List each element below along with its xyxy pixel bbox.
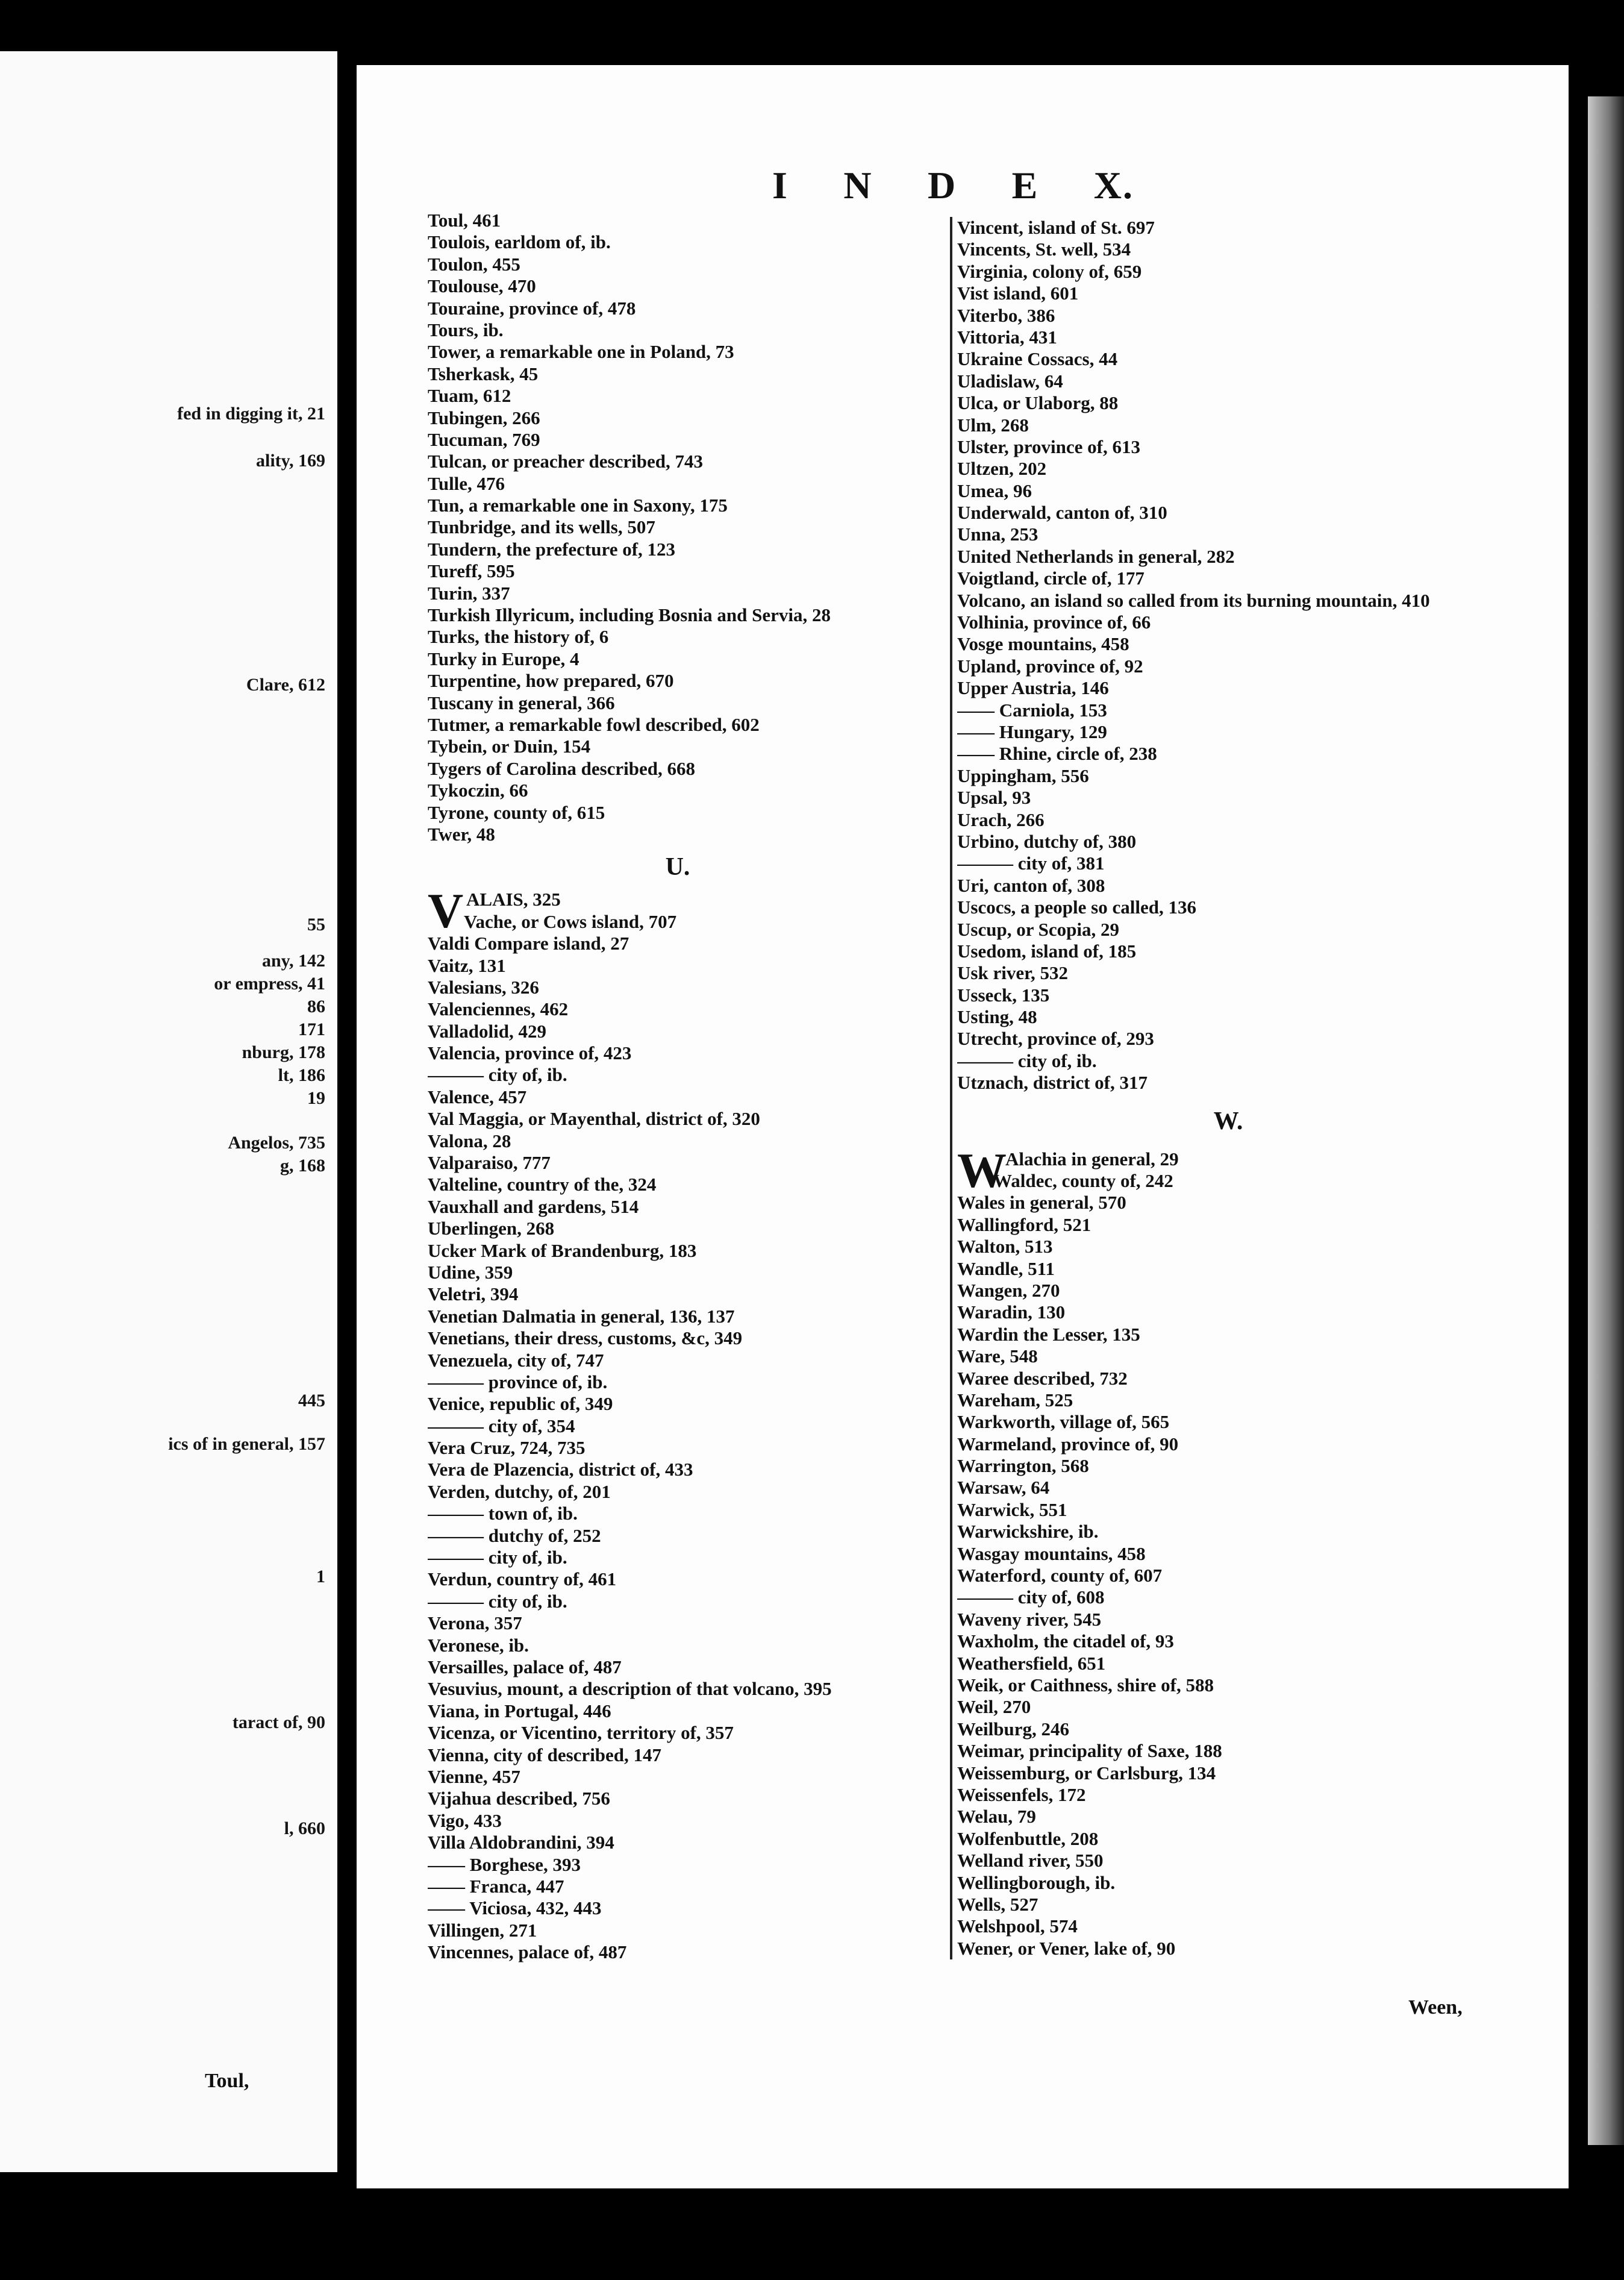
index-entry: Tygers of Carolina described, 668 — [428, 757, 696, 779]
index-entry: Toulon, 455 — [428, 253, 520, 275]
index-entry: Twer, 48 — [428, 823, 495, 845]
left-page-line: 19 — [307, 1088, 325, 1108]
index-entry: Vicenza, or Vicentino, territory of, 357 — [428, 1722, 734, 1744]
index-entry: Urach, 266 — [957, 809, 1045, 830]
index-entry: Veronese, ib. — [428, 1634, 529, 1656]
index-entry: Warsaw, 64 — [957, 1477, 1050, 1499]
left-page-line: any, 142 — [261, 951, 325, 971]
index-entry: Vincent, island of St. 697 — [957, 217, 1155, 238]
index-entry: Tykoczin, 66 — [428, 780, 528, 801]
index-entry: Valesians, 326 — [428, 976, 539, 998]
first-entry-w-text: Alachia in general, 29 — [1005, 1148, 1179, 1170]
index-entry: Weissenfels, 172 — [957, 1784, 1086, 1805]
index-header — [772, 161, 1134, 210]
index-entry: Wener, or Vener, lake of, 90 — [957, 1937, 1176, 1959]
index-entry: Uladislaw, 64 — [957, 370, 1063, 392]
index-entry: ——— city of, ib. — [428, 1590, 567, 1612]
index-entry: Vist island, 601 — [957, 283, 1079, 304]
left-page-line: fed in digging it, 21 — [177, 404, 325, 424]
index-entry: Tubingen, 266 — [428, 407, 540, 428]
index-entry: Tundern, the prefecture of, 123 — [428, 538, 676, 560]
index-entry: Wells, 527 — [957, 1893, 1038, 1915]
index-entry: Urbino, dutchy of, 380 — [957, 830, 1137, 852]
index-entry: Waxholm, the citadel of, 93 — [957, 1630, 1174, 1652]
index-entry: Ucker Mark of Brandenburg, 183 — [428, 1239, 697, 1261]
index-entry: Venetian Dalmatia in general, 136, 137 — [428, 1305, 735, 1327]
index-entry: Usk river, 532 — [957, 962, 1068, 984]
index-entry: Viterbo, 386 — [957, 304, 1055, 326]
index-entry: Venice, republic of, 349 — [428, 1393, 613, 1415]
index-entry: Touraine, province of, 478 — [428, 297, 636, 319]
left-page-line: 55 — [307, 915, 325, 935]
drop-cap-v: V — [428, 883, 464, 939]
index-entry: Warrington, 568 — [957, 1455, 1089, 1477]
index-entry: Tybein, or Duin, 154 — [428, 736, 591, 757]
index-entry: Utznach, district of, 317 — [957, 1072, 1148, 1094]
index-entry: Weissemburg, or Carlsburg, 134 — [957, 1762, 1216, 1784]
index-entry: Tsherkask, 45 — [428, 363, 539, 384]
left-page-line: taract of, 90 — [232, 1712, 325, 1732]
index-entry: Warwick, 551 — [957, 1499, 1067, 1520]
catchword: Ween, — [1408, 1996, 1463, 2018]
index-entry: Waterford, county of, 607 — [957, 1565, 1163, 1586]
index-entry: Wasgay mountains, 458 — [957, 1542, 1146, 1564]
index-entry: Tureff, 595 — [428, 560, 515, 582]
index-entry: Turkish Illyricum, including Bosnia and Servia, 28 — [428, 604, 831, 626]
index-entry: Tower, a remarkable one in Poland, 73 — [428, 341, 734, 363]
index-entry: Val Maggia, or Mayenthal, district of, 320 — [428, 1108, 760, 1130]
index-entry: Welau, 79 — [957, 1806, 1036, 1827]
left-page-line: 171 — [298, 1019, 325, 1039]
left-page-line: Clare, 612 — [246, 675, 325, 695]
drop-cap-w: W — [957, 1142, 1007, 1198]
entries-w — [957, 1170, 1499, 1959]
left-page-line: g, 168 — [280, 1156, 325, 1176]
index-entry: Valona, 28 — [428, 1130, 511, 1151]
left-page-line: 86 — [307, 997, 325, 1016]
index-entry: —— Borghese, 393 — [428, 1853, 581, 1875]
index-entry: Vincents, St. well, 534 — [957, 239, 1131, 260]
left-page-line: Angelos, 735 — [228, 1133, 325, 1153]
index-entry: Ultzen, 202 — [957, 458, 1047, 480]
index-entry: Uscup, or Scopia, 29 — [957, 918, 1119, 940]
index-entry: Wallingford, 521 — [957, 1214, 1092, 1235]
index-entry: Tulcan, or preacher described, 743 — [428, 451, 703, 472]
first-entry-u-text: ALAIS, 325 — [466, 889, 561, 910]
index-entry: Uscocs, a people so called, 136 — [957, 897, 1196, 918]
index-entry: United Netherlands in general, 282 — [957, 545, 1235, 567]
index-entry: Turpentine, how prepared, 670 — [428, 670, 674, 692]
index-entry: Toulois, earldom of, ib. — [428, 231, 611, 253]
index-entry: Utrecht, province of, 293 — [957, 1028, 1154, 1050]
index-entry: Valenciennes, 462 — [428, 998, 569, 1020]
index-entry: Vosge mountains, 458 — [957, 633, 1129, 655]
index-entry: Vittoria, 431 — [957, 326, 1057, 348]
index-entry: Veletri, 394 — [428, 1283, 519, 1305]
index-entry: Tunbridge, and its wells, 507 — [428, 516, 655, 538]
left-page-line: or empress, 41 — [214, 974, 325, 994]
index-entry: ——— city of, 608 — [957, 1586, 1105, 1608]
index-entry: Turin, 337 — [428, 582, 510, 604]
index-entry: Valladolid, 429 — [428, 1020, 546, 1042]
index-entry: Upsal, 93 — [957, 787, 1031, 809]
index-entry: Valteline, country of the, 324 — [428, 1174, 657, 1195]
index-entry: Warwickshire, ib. — [957, 1521, 1099, 1542]
index-entry: Upper Austria, 146 — [957, 677, 1109, 699]
index-entry: Tours, ib. — [428, 319, 504, 340]
left-page-catchword: Toul, — [205, 2070, 249, 2092]
index-entry: Warkworth, village of, 565 — [957, 1411, 1170, 1433]
index-column-left — [428, 210, 928, 1963]
entries-u-continued — [957, 217, 1499, 1094]
index-entry: Volhinia, province of, 66 — [957, 612, 1151, 633]
index-entry: ——— dutchy of, 252 — [428, 1524, 601, 1546]
index-entry: Vesuvius, mount, a description of that volcano, 395 — [428, 1678, 832, 1700]
index-entry: —— Carniola, 153 — [957, 699, 1107, 721]
index-entry: Wardin the Lesser, 135 — [957, 1323, 1140, 1345]
index-entry: Weimar, principality of Saxe, 188 — [957, 1740, 1222, 1762]
index-entry: ——— province of, ib. — [428, 1371, 608, 1392]
index-entry: Toulouse, 470 — [428, 275, 536, 297]
index-entry: Vaitz, 131 — [428, 954, 506, 976]
index-entry: ——— city of, ib. — [428, 1547, 567, 1568]
index-entry: Ulster, province of, 613 — [957, 436, 1140, 457]
index-entry: Wangen, 270 — [957, 1279, 1060, 1301]
index-entry: ——— city of, ib. — [428, 1064, 567, 1086]
header-letter: X. — [1093, 164, 1134, 207]
index-entry: Vera de Plazencia, district of, 433 — [428, 1459, 693, 1480]
index-entry: Versailles, palace of, 487 — [428, 1656, 622, 1677]
index-entry: Usting, 48 — [957, 1006, 1037, 1028]
index-entry: Vauxhall and gardens, 514 — [428, 1195, 639, 1217]
index-entry: Udine, 359 — [428, 1261, 513, 1283]
index-entry: Weathersfield, 651 — [957, 1652, 1106, 1674]
index-entry: Villa Aldobrandini, 394 — [428, 1832, 614, 1853]
index-entry: Valencia, province of, 423 — [428, 1042, 632, 1064]
index-entry: Ukraine Cossacs, 44 — [957, 348, 1118, 370]
index-entry: Valence, 457 — [428, 1086, 527, 1107]
index-entry: Verden, dutchy, of, 201 — [428, 1480, 611, 1502]
left-page — [0, 51, 337, 2172]
index-entry: Umea, 96 — [957, 480, 1032, 501]
index-entry: Toul, 461 — [428, 210, 501, 231]
index-entry: Weilburg, 246 — [957, 1718, 1070, 1740]
index-entry: Welshpool, 574 — [957, 1915, 1078, 1937]
index-entry: Wareham, 525 — [957, 1389, 1073, 1411]
index-entry: Warmeland, province of, 90 — [957, 1433, 1179, 1455]
index-entry: ——— city of, 381 — [957, 853, 1105, 874]
left-page-line: lt, 186 — [278, 1065, 325, 1085]
index-entry: Verona, 357 — [428, 1612, 522, 1634]
left-page-line: 445 — [298, 1391, 325, 1411]
index-entry: Turks, the history of, 6 — [428, 626, 609, 648]
index-entry: —— Rhine, circle of, 238 — [957, 743, 1157, 765]
left-page-line: ics of in general, 157 — [168, 1434, 325, 1454]
index-entry: Vincennes, palace of, 487 — [428, 1941, 627, 1963]
index-entry: Waradin, 130 — [957, 1301, 1066, 1323]
index-entry: —— Franca, 447 — [428, 1875, 564, 1897]
index-entry: Vijahua described, 756 — [428, 1788, 610, 1809]
index-entry: Venezuela, city of, 747 — [428, 1349, 604, 1371]
index-page — [357, 65, 1569, 2188]
index-entry: Valdi Compare island, 27 — [428, 933, 629, 954]
index-entry: Vache, or Cows island, 707 — [464, 910, 677, 932]
entries-u — [428, 911, 928, 1964]
index-entry: Valparaiso, 777 — [428, 1152, 551, 1174]
index-entry: Uberlingen, 268 — [428, 1218, 555, 1239]
index-entry: Wolfenbuttle, 208 — [957, 1827, 1099, 1849]
index-entry: Turky in Europe, 4 — [428, 648, 579, 669]
index-entry: Usseck, 135 — [957, 984, 1050, 1006]
index-entry: Uppingham, 556 — [957, 765, 1089, 786]
left-page-line: nburg, 178 — [242, 1042, 325, 1062]
index-entry: Ulm, 268 — [957, 414, 1029, 436]
header-letter: I — [772, 164, 789, 207]
index-entry: Waldec, county of, 242 — [993, 1170, 1173, 1192]
index-entry: Volcano, an island so called from its burning mountain, 410 — [957, 589, 1430, 611]
index-entry: Venetians, their dress, customs, &c, 349 — [428, 1327, 743, 1349]
index-entry: Ware, 548 — [957, 1345, 1038, 1367]
index-entry: Waree described, 732 — [957, 1367, 1128, 1389]
index-entry: Viana, in Portugal, 446 — [428, 1700, 611, 1721]
index-entry: Tutmer, a remarkable fowl described, 602 — [428, 713, 760, 735]
section-heading-u: U. — [665, 853, 690, 882]
index-entry: Voigtland, circle of, 177 — [957, 568, 1145, 589]
index-entry: Wales in general, 570 — [957, 1192, 1126, 1214]
index-entry: Underwald, canton of, 310 — [957, 502, 1167, 524]
index-entry: —— Hungary, 129 — [957, 721, 1107, 742]
index-entry: Vienne, 457 — [428, 1765, 520, 1787]
index-entry: Tuam, 612 — [428, 385, 511, 407]
index-entry: Unna, 253 — [957, 524, 1038, 545]
section-heading-w: W. — [1213, 1107, 1243, 1135]
index-entry: ——— city of, 354 — [428, 1415, 575, 1436]
left-page-line: 1 — [316, 1567, 325, 1586]
index-entry: ——— city of, ib. — [957, 1050, 1097, 1071]
index-entry: Villingen, 271 — [428, 1919, 537, 1941]
index-entry: —— Viciosa, 432, 443 — [428, 1897, 602, 1919]
index-entry: Vienna, city of described, 147 — [428, 1744, 662, 1765]
index-entry: Waveny river, 545 — [957, 1608, 1102, 1630]
index-entry: Walton, 513 — [957, 1236, 1053, 1257]
index-entry: Wellingborough, ib. — [957, 1871, 1116, 1893]
index-entry: Wandle, 511 — [957, 1257, 1055, 1279]
index-entry: ——— town of, ib. — [428, 1503, 578, 1524]
index-entry: Uri, canton of, 308 — [957, 874, 1105, 896]
index-column-right — [950, 217, 1499, 1959]
header-letter: E — [1011, 164, 1039, 207]
index-entry: Vigo, 433 — [428, 1809, 502, 1831]
index-entry: Tyrone, county of, 615 — [428, 801, 605, 823]
index-entry: Tuscany in general, 366 — [428, 692, 615, 713]
index-entry: Vera Cruz, 724, 735 — [428, 1437, 586, 1459]
header-letter: D — [928, 164, 957, 207]
index-entry: Usedom, island of, 185 — [957, 940, 1137, 962]
left-page-line: l, 660 — [284, 1818, 325, 1838]
left-page-line: ality, 169 — [255, 451, 325, 471]
index-entry: Tucuman, 769 — [428, 428, 540, 450]
index-entry: Virginia, colony of, 659 — [957, 260, 1142, 282]
index-entry: Verdun, country of, 461 — [428, 1568, 617, 1590]
index-entry: Tun, a remarkable one in Saxony, 175 — [428, 495, 728, 516]
index-entry: Upland, province of, 92 — [957, 655, 1143, 677]
index-entry: Ulca, or Ulaborg, 88 — [957, 392, 1119, 414]
index-entry: Weil, 270 — [957, 1696, 1031, 1718]
index-entry: Welland river, 550 — [957, 1850, 1104, 1871]
header-letter: N — [843, 164, 873, 207]
index-entry: Tulle, 476 — [428, 472, 505, 494]
entries-t — [428, 210, 928, 845]
page-edge-shadow — [1588, 96, 1624, 2145]
index-entry: Weik, or Caithness, shire of, 588 — [957, 1674, 1214, 1696]
